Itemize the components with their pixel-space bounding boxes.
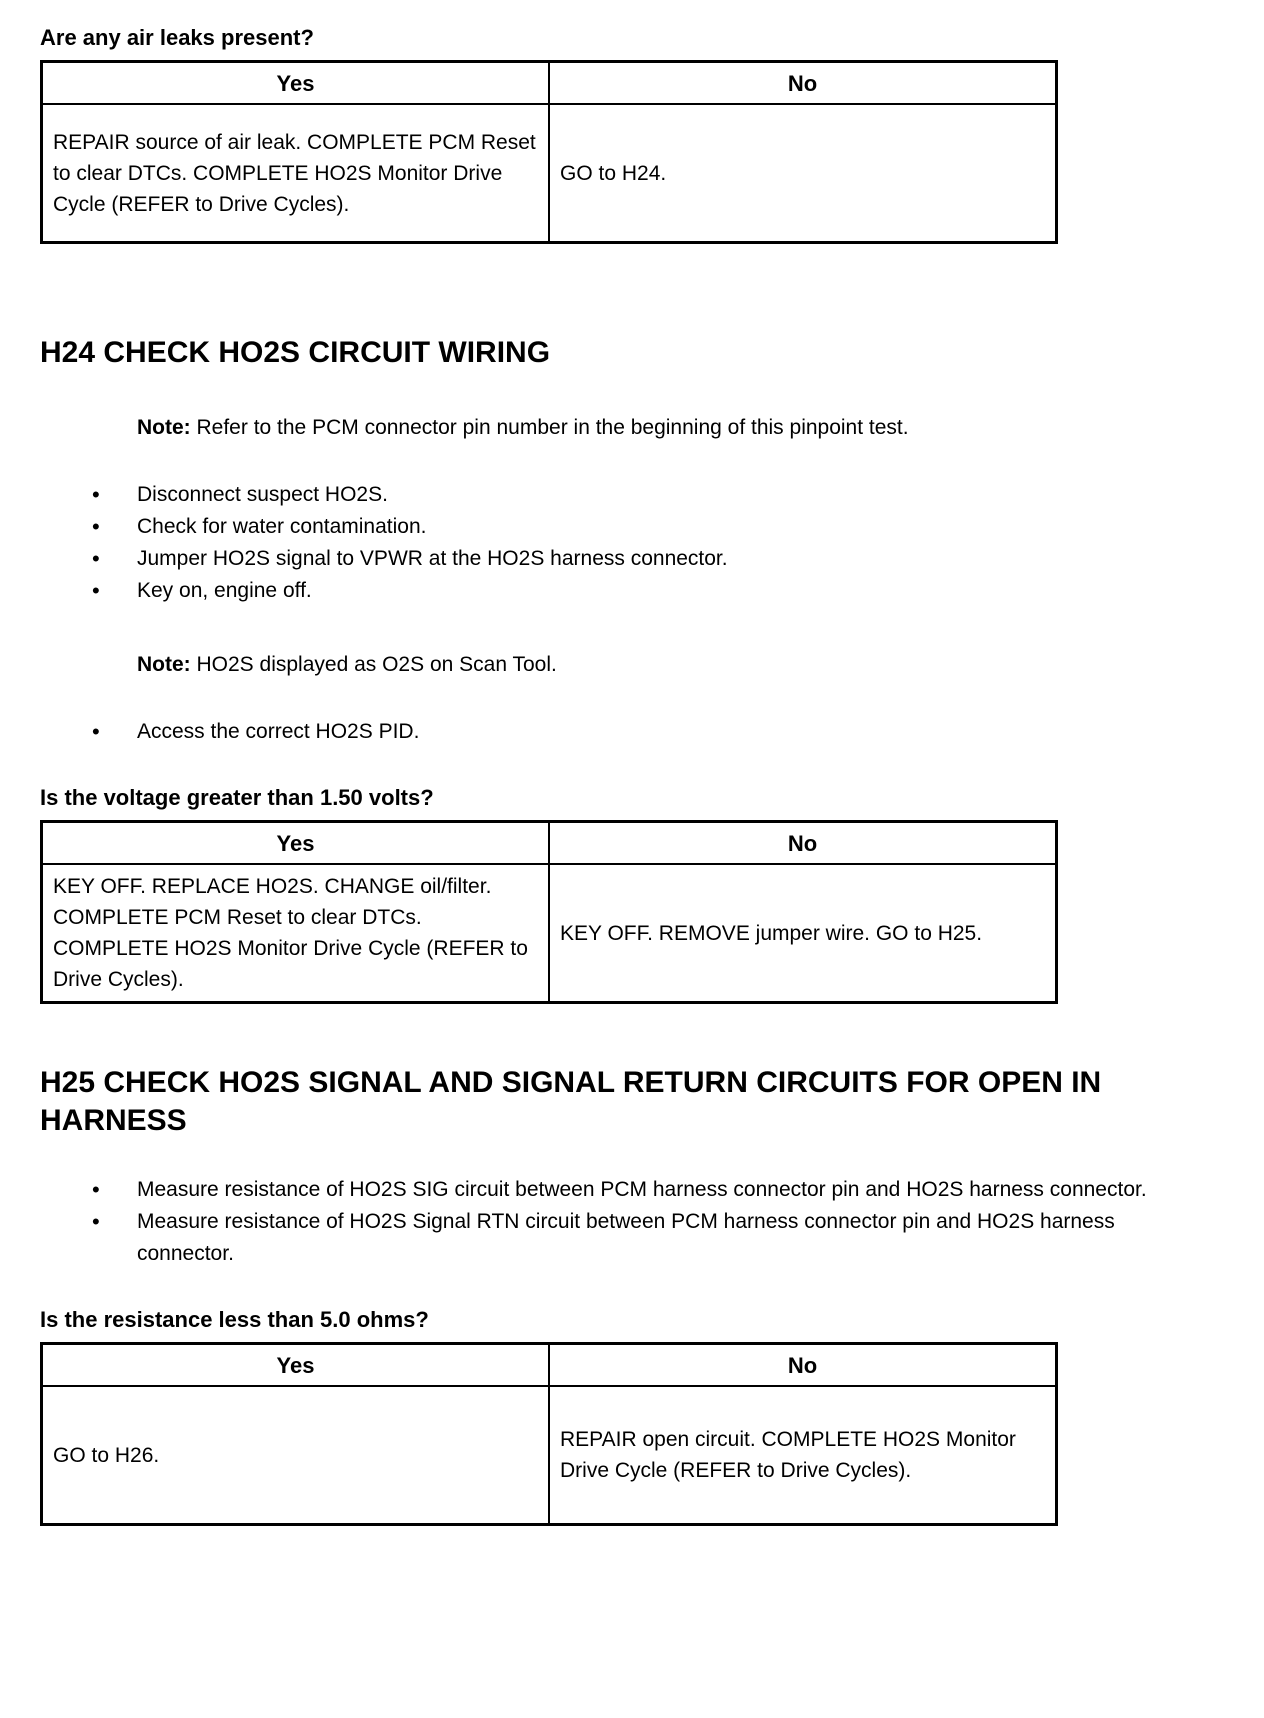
table-header-row [42,62,1057,105]
page-content [40,24,1170,1526]
table-body-row [42,104,1057,243]
section-heading-h25: H25 CHECK HO2S SIGNAL AND SIGNAL RETURN CIRCUITS FOR OPEN IN HARNESS [40,1066,1102,1137]
resistance-result-table [40,1342,1058,1526]
yes-column-header: Yes [42,62,550,105]
table-body-row [42,1386,1057,1525]
question-air-leaks: Are any air leaks present? [40,25,314,50]
no-action-cell: KEY OFF. REMOVE jumper wire. GO to H25. [549,864,1057,1003]
question-voltage: Is the voltage greater than 1.50 volts? [40,785,434,810]
yes-column-header: Yes [42,822,550,865]
no-action-cell: GO to H24. [549,104,1057,243]
yes-action-cell: GO to H26. [42,1386,550,1525]
yes-action-cell: KEY OFF. REPLACE HO2S. CHANGE oil/filter. COMPLETE PCM Reset to clear DTCs. COMPLETE HO2S Monitor Drive Cycle (REFER to Drive Cycles). [42,864,550,1003]
table-body-row [42,864,1057,1003]
list-item: • Key on, engine off. [40,575,1170,607]
no-action-cell: REPAIR open circuit. COMPLETE HO2S Monitor Drive Cycle (REFER to Drive Cycles). [549,1386,1057,1525]
table-header-row [42,1344,1057,1387]
no-column-header: No [549,62,1057,105]
yes-action-cell: REPAIR source of air leak. COMPLETE PCM Reset to clear DTCs. COMPLETE HO2S Monitor Drive Cycle (REFER to Drive Cycles). [42,104,550,243]
list-item: • Measure resistance of HO2S SIG circuit between PCM harness connector pin and HO2S harness connector. [40,1174,1170,1206]
voltage-result-table [40,820,1058,1004]
list-item: • Disconnect suspect HO2S. [40,479,1170,511]
question-resistance: Is the resistance less than 5.0 ohms? [40,1307,429,1332]
note-label: Note: [137,416,191,439]
list-item: • Jumper HO2S signal to VPWR at the HO2S harness connector. [40,543,1170,575]
note-pcm-connector [137,412,1170,443]
section-heading-h24: H24 CHECK HO2S CIRCUIT WIRING [40,336,551,369]
note-label: Note: [137,653,191,676]
yes-column-header: Yes [42,1344,550,1387]
h24-step-list-continued [40,716,1170,748]
no-column-header: No [549,822,1057,865]
no-column-header: No [549,1344,1057,1387]
list-item: • Measure resistance of HO2S Signal RTN circuit between PCM harness connector pin and HO2S harness connector. [40,1206,1170,1270]
note-text: Refer to the PCM connector pin number in the beginning of this pinpoint test. [190,416,909,439]
list-item: • Access the correct HO2S PID. [40,716,1170,748]
note-text: HO2S displayed as O2S on Scan Tool. [190,653,557,676]
table-header-row [42,822,1057,865]
note-scan-tool [137,649,1170,680]
air-leaks-result-table [40,60,1058,244]
h24-step-list [40,479,1170,607]
list-item: • Check for water contamination. [40,511,1170,543]
h25-step-list [40,1174,1170,1270]
